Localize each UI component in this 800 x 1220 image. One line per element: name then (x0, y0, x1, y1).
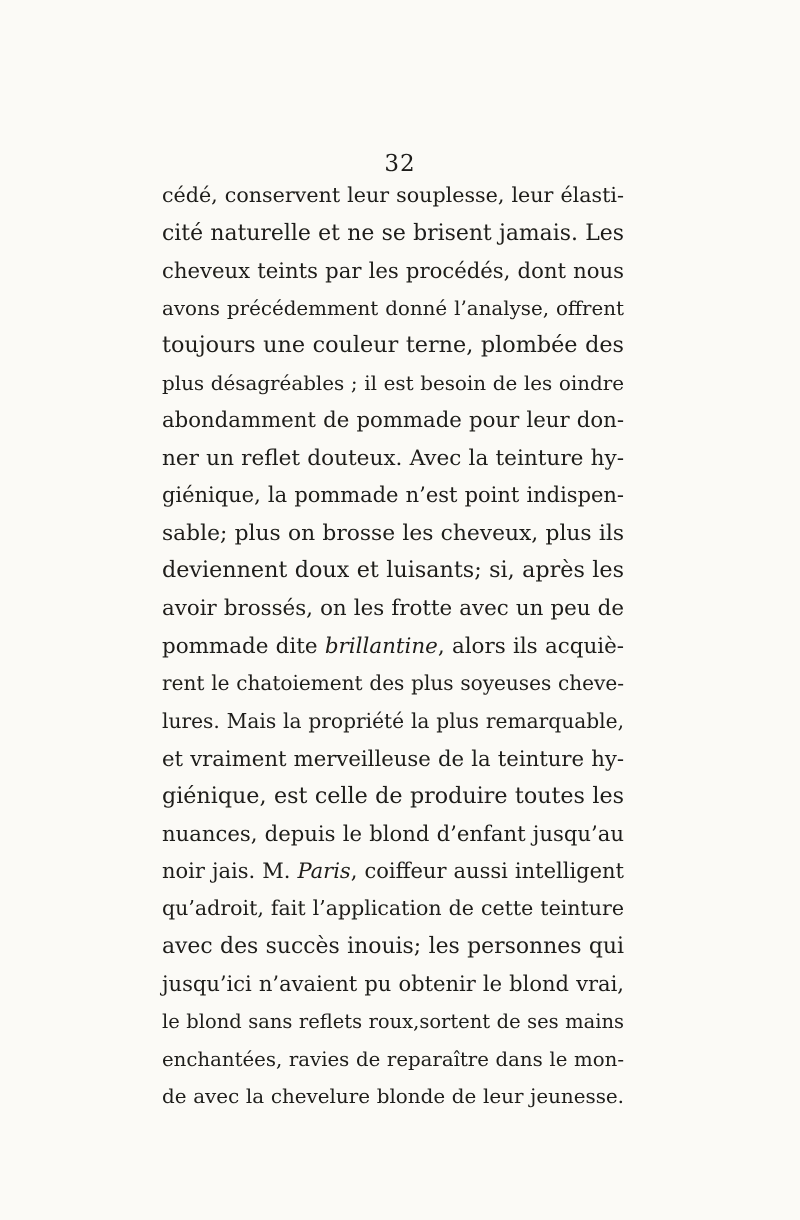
text-segment: pommade dite (162, 633, 325, 659)
text-line: toujours une couleur terne, plombée des (162, 332, 624, 359)
text-line: lures. Mais la propriété la plus remarquable, (162, 708, 624, 733)
text-line: de avec la chevelure blonde de leur jeunesse. (162, 1085, 624, 1109)
text-line (162, 628, 624, 666)
text-line: le blond sans reflets roux,sortent de ses mains (162, 1010, 624, 1034)
text-line: avoir brossés, on les frotte avec un peu de (162, 596, 624, 622)
text-line: enchantées, ravies de reparaître dans le mon- (162, 1047, 624, 1071)
text-line: giénique, est celle de produire toutes les (162, 782, 624, 809)
text-line: jusqu’ici n’avaient pu obtenir le blond vrai, (162, 971, 624, 997)
text-line: sable; plus on brosse les cheveux, plus ils (162, 520, 624, 546)
text-line: avons précédemment donné l’analyse, offrent (162, 296, 624, 320)
italic-word: brillantine (324, 633, 438, 659)
page-number: 32 (384, 151, 416, 177)
text-line: cité naturelle et ne se brisent jamais. Les (162, 220, 624, 246)
text-line: qu’adroit, fait l’application de cette teinture (162, 896, 624, 921)
text-line: giénique, la pommade n’est point indispen- (162, 483, 624, 508)
italic-word: Paris (297, 858, 351, 883)
text-line (162, 853, 624, 891)
text-line: nuances, depuis le blond d’enfant jusqu’au (162, 821, 624, 847)
text-segment: , alors ils acquiè- (437, 633, 625, 659)
body-text (162, 177, 624, 1116)
text-line: ner un reflet douteux. Avec la teinture hy- (162, 445, 624, 471)
text-line: rent le chatoiement des plus soyeuses cheve- (162, 671, 624, 696)
text-line: deviennent doux et luisants; si, après les (162, 557, 624, 584)
text-line: plus désagréables ; il est besoin de les oindre (162, 371, 624, 395)
text-segment: , coiffeur aussi intelligent (350, 858, 624, 883)
text-line: avec des succès inouis; les personnes qui (162, 933, 624, 959)
text-line: cheveux teints par les procédés, dont nous (162, 258, 624, 284)
text-line: cédé, conservent leur souplesse, leur élasti- (162, 183, 624, 207)
text-line: abondamment de pommade pour leur don- (162, 408, 624, 434)
text-line: et vraiment merveilleuse de la teinture hy- (162, 746, 624, 772)
text-segment: noir jais. M. (162, 858, 298, 883)
